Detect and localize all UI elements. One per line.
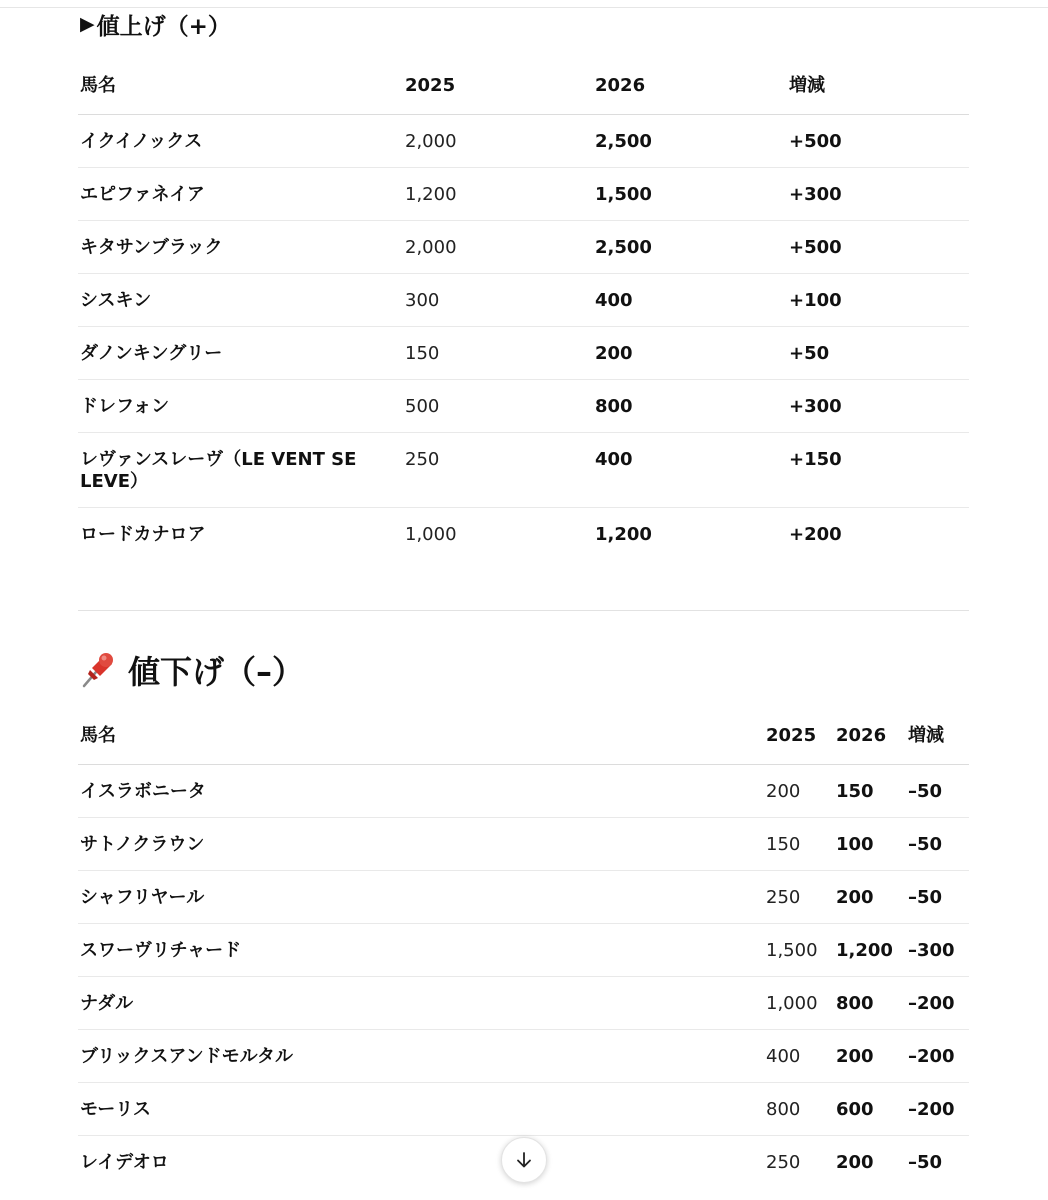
header-horse-name: 馬名 — [78, 700, 764, 764]
change-cell: –200 — [906, 1029, 969, 1082]
table-row — [78, 1082, 969, 1135]
table-row — [78, 273, 969, 326]
header-horse-name: 馬名 — [78, 48, 403, 114]
horse-name-cell: エピファネイア — [78, 167, 403, 220]
header-change: 増減 — [787, 48, 969, 114]
header-2025: 2025 — [403, 48, 593, 114]
cut-title: 値下げ（–） — [128, 653, 305, 691]
table-row — [78, 507, 969, 560]
value-2026-cell: 400 — [593, 432, 787, 507]
horse-name-cell: モーリス — [78, 1082, 764, 1135]
horse-name-cell: ドレフォン — [78, 379, 403, 432]
value-2026-cell: 100 — [834, 817, 906, 870]
horse-name-cell: ダノンキングリー — [78, 326, 403, 379]
value-2025-cell: 150 — [403, 326, 593, 379]
table-row — [78, 220, 969, 273]
horse-name-cell: スワーヴリチャード — [78, 923, 764, 976]
header-2026: 2026 — [834, 700, 906, 764]
table-row — [78, 923, 969, 976]
value-2025-cell: 2,000 — [403, 114, 593, 167]
table-row — [78, 326, 969, 379]
change-cell: –50 — [906, 764, 969, 817]
value-2026-cell: 600 — [834, 1082, 906, 1135]
table-row — [78, 167, 969, 220]
change-cell: –50 — [908, 1151, 943, 1173]
change-cell: +200 — [789, 523, 842, 545]
value-2025-cell: 2,000 — [403, 220, 593, 273]
value-2026-cell: 2,500 — [593, 114, 787, 167]
raise-title: 値上げ（+） — [96, 13, 231, 40]
horse-name-cell: レイデオロ — [80, 1151, 169, 1173]
header-2025: 2025 — [764, 700, 834, 764]
value-2025-cell: 250 — [403, 432, 593, 507]
cut-section — [78, 640, 969, 1188]
horse-name-cell: シャフリヤール — [78, 870, 764, 923]
value-2025-cell: 1,200 — [403, 167, 593, 220]
change-cell: –50 — [906, 817, 969, 870]
change-cell: +150 — [787, 432, 969, 507]
value-2025-cell: 1,000 — [764, 976, 834, 1029]
table-row — [78, 432, 969, 507]
table-row — [78, 114, 969, 167]
cut-table — [78, 700, 969, 1188]
change-cell: +500 — [787, 114, 969, 167]
pushpin-icon — [78, 650, 118, 690]
value-2026-cell: 2,500 — [593, 220, 787, 273]
value-2026-cell: 1,200 — [595, 523, 652, 545]
value-2025-cell: 800 — [764, 1082, 834, 1135]
value-2026-cell: 200 — [834, 870, 906, 923]
horse-name-cell: シスキン — [78, 273, 403, 326]
value-2025-cell: 200 — [764, 764, 834, 817]
raise-table-header — [78, 48, 969, 114]
value-2026-cell: 1,200 — [834, 923, 906, 976]
cut-heading — [78, 640, 969, 700]
change-cell: +300 — [787, 167, 969, 220]
cut-table-header — [78, 700, 969, 764]
table-row — [78, 1029, 969, 1082]
value-2025-cell: 1,000 — [405, 523, 457, 545]
value-2025-cell: 300 — [403, 273, 593, 326]
change-cell: –200 — [906, 976, 969, 1029]
header-2026: 2026 — [593, 48, 787, 114]
value-2025-cell: 250 — [764, 870, 834, 923]
value-2026-cell: 200 — [834, 1029, 906, 1082]
table-row — [78, 976, 969, 1029]
horse-name-cell: サトノクラウン — [78, 817, 764, 870]
horse-name-cell: ブリックスアンドモルタル — [78, 1029, 764, 1082]
value-2025-cell: 150 — [764, 817, 834, 870]
raise-heading — [78, 0, 969, 48]
value-2026-cell: 200 — [836, 1151, 874, 1173]
horse-name-cell: レヴァンスレーヴ（LE VENT SE LEVE） — [78, 432, 403, 507]
value-2026-cell: 1,500 — [593, 167, 787, 220]
horse-name-cell: ナダル — [78, 976, 764, 1029]
section-divider — [78, 610, 969, 611]
table-row — [78, 870, 969, 923]
table-row — [78, 764, 969, 817]
play-marker-icon: ▶ — [80, 13, 95, 35]
horse-name-cell: キタサンブラック — [78, 220, 403, 273]
change-cell: +100 — [787, 273, 969, 326]
raise-section — [78, 0, 969, 560]
table-row — [78, 817, 969, 870]
horse-name-cell: イクイノックス — [78, 114, 403, 167]
horse-name-cell: ロードカナロア — [80, 523, 206, 545]
value-2026-cell: 800 — [593, 379, 787, 432]
raise-table — [78, 48, 969, 560]
header-change: 増減 — [906, 700, 969, 764]
change-cell: +50 — [787, 326, 969, 379]
value-2026-cell: 400 — [593, 273, 787, 326]
value-2025-cell: 250 — [766, 1151, 801, 1173]
horse-name-cell: イスラボニータ — [78, 764, 764, 817]
change-cell: +300 — [787, 379, 969, 432]
value-2026-cell: 150 — [834, 764, 906, 817]
scroll-down-button[interactable] — [501, 1137, 547, 1183]
value-2026-cell: 200 — [593, 326, 787, 379]
change-cell: –300 — [906, 923, 969, 976]
value-2026-cell: 800 — [834, 976, 906, 1029]
change-cell: –50 — [906, 870, 969, 923]
value-2025-cell: 400 — [764, 1029, 834, 1082]
change-cell: +500 — [787, 220, 969, 273]
value-2025-cell: 500 — [403, 379, 593, 432]
table-row — [78, 379, 969, 432]
change-cell: –200 — [906, 1082, 969, 1135]
arrow-down-icon — [514, 1150, 534, 1170]
value-2025-cell: 1,500 — [764, 923, 834, 976]
